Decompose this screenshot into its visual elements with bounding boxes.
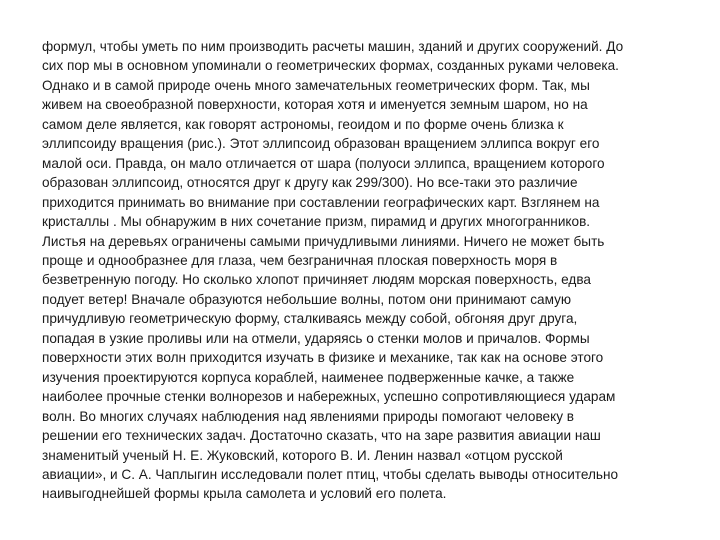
text-line: решении его технических задач. Достаточно сказать, что на заре развития авиации наш <box>42 428 601 444</box>
text-line: безветренную погоду. Но сколько хлопот причиняет людям морская поверхность, едва <box>42 272 591 288</box>
text-line: знаменитый ученый Н. Е. Жуковский, которого В. И. Ленин назвал «отцом русской <box>42 447 563 463</box>
text-line: живем на своеобразной поверхности, которая хотя и именуется земным шаром, но на <box>42 97 588 113</box>
text-line: кристаллы . Мы обнаружим в них сочетание призм, пирамид и других многогранников. <box>42 214 591 230</box>
text-line: поверхности этих волн приходится изучать в физике и механике, так как на основе этого <box>42 350 604 366</box>
text-line: сих пор мы в основном упоминали о геометрических формах, созданных руками человека. <box>42 58 619 74</box>
text-line: малой оси. Правда, он мало отличается от шара (полуоси эллипса, вращением которого <box>42 155 605 171</box>
text-line: авиации», и С. А. Чаплыгин исследовали полет птиц, чтобы сделать выводы относительно <box>42 466 619 482</box>
text-line: приходится принимать во внимание при составлении географических карт. Взглянем на <box>42 194 600 210</box>
text-line: подует ветер! Вначале образуются небольшие волны, потом они принимают самую <box>42 291 572 307</box>
text-line: изучения проектируются корпуса кораблей, наименее подверженные качке, а также <box>42 369 575 385</box>
text-line: формул, чтобы уметь по ним производить расчеты машин, зданий и других сооружений. До <box>42 39 624 54</box>
text-line: образован эллипсоид, относятся друг к другу как 299/300). Но все-таки это различие <box>42 175 578 191</box>
text-line: самом деле является, как говорят астрономы, геоидом и по форме очень близка к <box>42 116 564 132</box>
text-line: причудливую геометрическую форму, сталкиваясь между собой, обгоняя друг друга, <box>42 311 578 327</box>
text-line: наиболее прочные стенки волнорезов и набережных, успешно сопротивляющиеся ударам <box>42 389 616 405</box>
text-line: попадая в узкие проливы или на отмели, ударяясь о стенки молов и причалов. Формы <box>42 330 590 346</box>
text-line: проще и однообразнее для глаза, чем безграничная плоская поверхность моря в <box>42 252 558 268</box>
text-paragraph <box>42 37 682 504</box>
text-line: эллипсоиду вращения (рис.). Этот эллипсоид образован вращением эллипса вокруг его <box>42 136 600 152</box>
text-line: волн. Во многих случаях наблюдения над явлениями природы помогают человеку в <box>42 408 575 424</box>
text-line: наивыгоднейшей формы крыла самолета и условий его полета. <box>42 486 447 502</box>
text-line: Однако и в самой природе очень много замечательных геометрических форм. Так, мы <box>42 77 590 93</box>
text-line: Листья на деревьях ограничены самыми причудливыми линиями. Ничего не может быть <box>42 233 605 249</box>
